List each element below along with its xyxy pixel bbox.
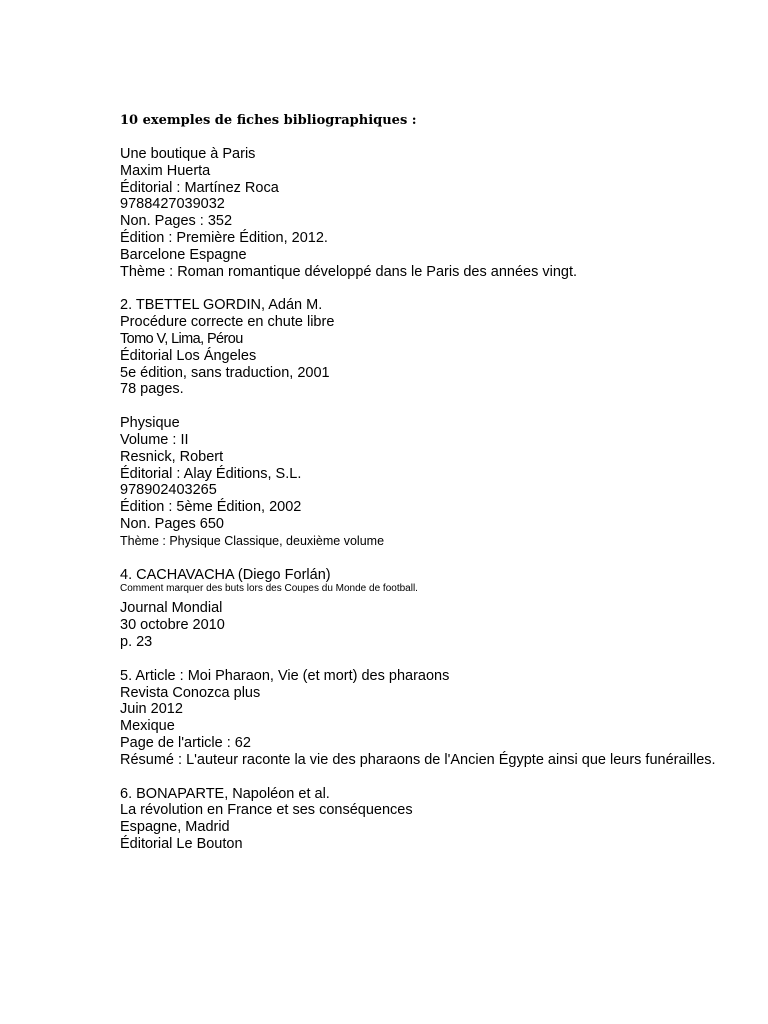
- entry-line: 78 pages.: [120, 381, 184, 398]
- entry-2: [120, 297, 720, 398]
- document-page: [120, 112, 720, 870]
- entry-line: Édition : Première Édition, 2012.: [120, 229, 328, 246]
- entry-3: [120, 415, 720, 549]
- entry-line: Revista Conozca plus: [120, 684, 261, 701]
- entry-6: [120, 786, 720, 853]
- entry-line: 30 octobre 2010: [120, 617, 225, 634]
- entry-line: Mexique: [120, 718, 175, 735]
- entry-line: 5. Article : Moi Pharaon, Vie (et mort) des pharaons: [120, 667, 450, 684]
- entry-line: Thème : Roman romantique développé dans le Paris des années vingt.: [120, 263, 578, 280]
- entry-line: Tomo V, Lima, Pérou: [120, 330, 243, 347]
- entry-line: Barcelone Espagne: [120, 246, 247, 263]
- entry-line: Page de l'article : 62: [120, 734, 251, 751]
- entry-line: Resnick, Robert: [120, 448, 224, 465]
- entry-line: Éditorial : Martínez Roca: [120, 179, 279, 196]
- entry-line: Éditorial Los Ángeles: [120, 347, 257, 364]
- entry-line: 978902403265: [120, 482, 217, 499]
- entry-line: 2. TBETTEL GORDIN, Adán M.: [120, 297, 323, 314]
- entry-line: 4. CACHAVACHA (Diego Forlán): [120, 566, 331, 583]
- entry-line: Édition : 5ème Édition, 2002: [120, 499, 302, 516]
- entry-5: [120, 668, 720, 769]
- entry-4: [120, 567, 720, 651]
- entry-line: Éditorial : Alay Éditions, S.L.: [120, 465, 302, 482]
- entry-line: Juin 2012: [120, 701, 183, 718]
- entry-line: 9788427039032: [120, 196, 225, 213]
- entry-line: p. 23: [120, 633, 153, 650]
- entry-line: La révolution en France et ses conséquences: [120, 802, 413, 819]
- entry-line: Comment marquer des buts lors des Coupes du Monde de football.: [120, 583, 418, 595]
- entry-line: Procédure correcte en chute libre: [120, 314, 335, 331]
- entry-1: [120, 146, 720, 280]
- document-title: 10 exemples de fiches bibliographiques :: [120, 113, 417, 128]
- entry-line: Éditorial Le Bouton: [120, 835, 243, 852]
- entry-line: Maxim Huerta: [120, 162, 211, 179]
- entry-line: Thème : Physique Classique, deuxième volume: [120, 533, 385, 548]
- entry-line: Résumé : L'auteur raconte la vie des pharaons de l'Ancien Égypte ainsi que leurs funérailles.: [120, 751, 716, 768]
- entry-line: Physique: [120, 415, 180, 432]
- entry-line: Non. Pages : 352: [120, 213, 233, 230]
- entry-line: Non. Pages 650: [120, 515, 224, 532]
- entry-line: Volume : II: [120, 431, 189, 448]
- entry-line: Espagne, Madrid: [120, 819, 230, 836]
- entry-line: Journal Mondial: [120, 600, 223, 617]
- entry-line: 6. BONAPARTE, Napoléon et al.: [120, 785, 330, 802]
- entry-line: 5e édition, sans traduction, 2001: [120, 364, 330, 381]
- entry-line: Une boutique à Paris: [120, 146, 256, 162]
